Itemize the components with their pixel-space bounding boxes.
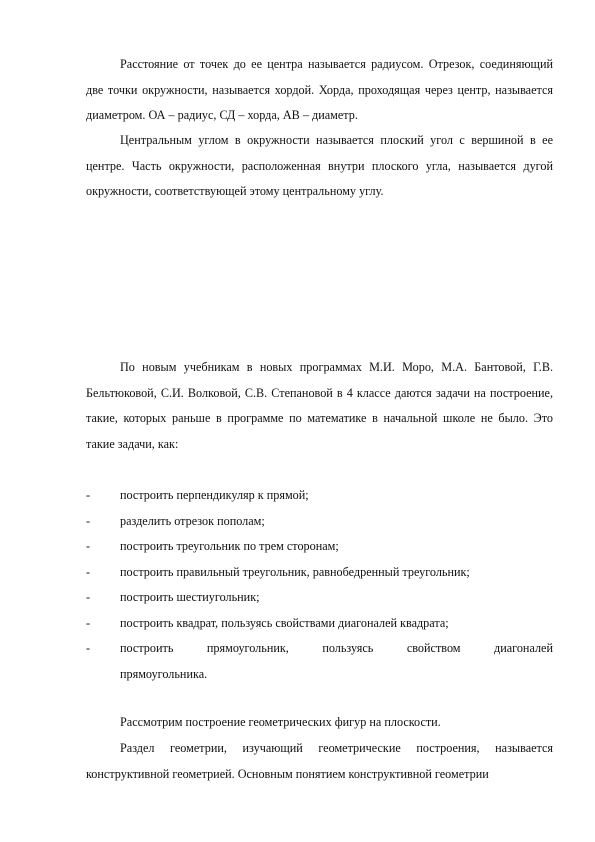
list-item-text: построить перпендикуляр к прямой; (120, 488, 309, 502)
list-item (86, 483, 553, 509)
list-bullet: - (86, 590, 91, 604)
paragraph-central-angle: Центральным углом в окружности называется плоский угол с вершиной в ее центре. Часть окружности, расположенная внутри плоского угла, называется дугой окружности, соответствующей этому центральному углу. (86, 133, 553, 198)
list-bullet: - (86, 564, 91, 579)
list-item-text: построить квадрат, пользуясь свойствами диагоналей квадрата; (120, 615, 449, 630)
list-item (86, 611, 553, 637)
paragraph-constructive-geometry: Раздел геометрии, изучающий геометрические построения, называется конструктивной геометрией. Основным понятием конструктивной геометрии (86, 741, 553, 781)
list-bullet: - (86, 615, 91, 630)
list-item-text: построить шестиугольник; (120, 590, 260, 604)
list-item (86, 534, 553, 560)
construction-task-list (86, 483, 553, 662)
paragraph-new-textbooks: По новым учебникам в новых программах М.И. Моро, М.А. Бантовой, Г.В. Бельтюковой, С.И. Волковой, С.В. Степановой в 4 классе даются задачи на построение, такие, которых раньше в программе по математике в начальной школе не было. Это такие задачи, как: (86, 360, 553, 451)
list-item-text: построить треугольник по трем сторонам; (120, 539, 339, 553)
list-bullet: - (86, 539, 91, 553)
list-item-text: построить прямоугольник, пользуясь свойством диагоналей (120, 641, 553, 655)
list-item (86, 509, 553, 535)
list-bullet: - (86, 641, 91, 655)
list-bullet: - (86, 513, 91, 528)
paragraph-radius-chord-diameter: Расстояние от точек до ее центра называется радиусом. Отрезок, соединяющий две точки окружности, называется хордой. Хорда, проходящая через центр, называется диаметром. ОА – радиус, СД – хорда, АВ – диаметр. (86, 57, 553, 122)
list-item (86, 636, 553, 662)
list-bullet: - (86, 488, 91, 502)
paragraph-consider-constructions: Рассмотрим построение геометрических фигур на плоскости. (120, 715, 441, 729)
list-item-text: разделить отрезок пополам; (120, 513, 265, 528)
list-item (86, 560, 553, 586)
list-item (86, 585, 553, 611)
list-item-continuation: прямоугольника. (120, 667, 208, 681)
list-item-text: построить правильный треугольник, равнобедренный треугольник; (120, 564, 470, 579)
